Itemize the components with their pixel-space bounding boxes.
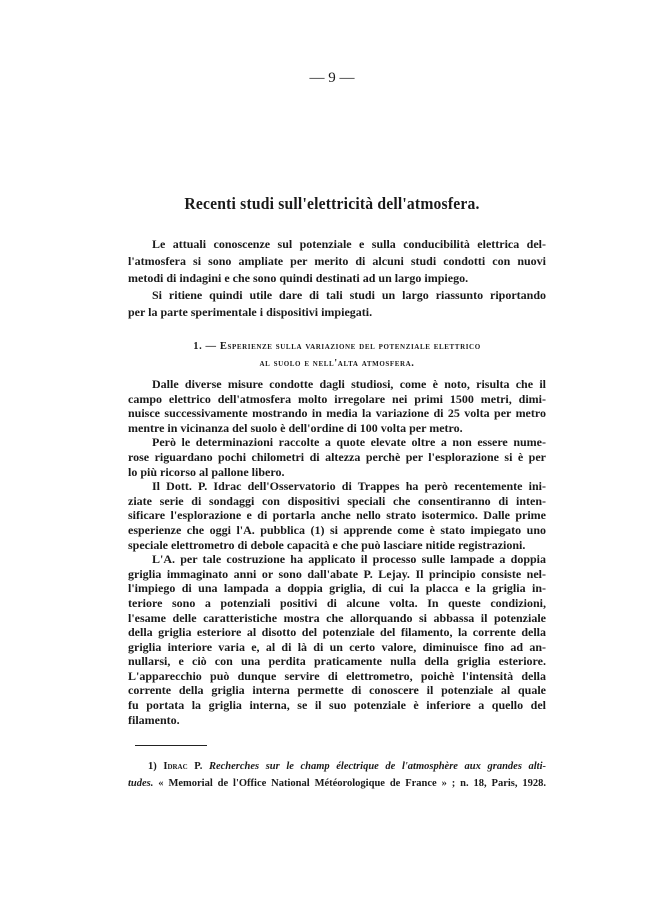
text-line: L'A. per tale costruzione ha applicato il processo sulle lampade a doppia [152, 552, 546, 567]
text-line: l'atmosfera si sono ampliate per merito di alcuni studi condotti con nuovi [128, 254, 546, 268]
text-line: griglia interiore varia e, al di là di un certo valore, diminuisce fino ad an- [128, 639, 546, 654]
section-heading-line: 1. — Esperienze sulla variazione del potenziale elettrico [193, 341, 481, 352]
text-line: esperienze che oggi l'A. pubblica (1) si apprende come è stato impiegato uno [128, 522, 546, 537]
text-line: sificare l'esplorazione e di portarla anche nello strato isotermico. Dalle prime [128, 508, 546, 523]
text-line: fu portata la griglia interna, se il suo potenziale è inferiore a quello del [128, 698, 546, 713]
text-line: l'esame delle caratteristiche mostra che allorquando si abbassa il potenziale [128, 610, 546, 625]
text-line: Le attuali conoscenze sul potenziale e sulla conducibilità elettrica del- [152, 237, 546, 251]
footnote-divider [135, 745, 207, 746]
text-line: nuisce successivamente mostrando in media la variazione di 25 volta per metro [128, 406, 546, 421]
text-line: rose riguardano pochi chilometri di altezza perchè per l'esplorazione si è per [128, 449, 546, 464]
text-line: per la parte sperimentale i dispositivi impiegati. [128, 305, 373, 319]
text-line: l'impiego di una lampada a doppia griglia, di cui la placca e la griglia in- [128, 581, 546, 596]
text-line: metodi di indagini e che sono quindi destinati ad un largo impiego. [128, 271, 469, 285]
text-line: ziate serie di sondaggi con dispositivi speciali che consentiranno di inten- [128, 493, 546, 508]
text-line: nullarsi, e ciò con una perdita praticamente nulla della griglia esteriore. [128, 654, 546, 669]
footnote-source: « Memorial de l'Office National Météorologique de France » ; n. 18, Paris, 1928. [158, 778, 547, 789]
footnote-author: Idrac P. [163, 761, 203, 772]
footnote [128, 758, 546, 792]
section-heading-line: al suolo e nell'alta atmosfera. [259, 358, 415, 369]
text-line: Dalle diverse misure condotte dagli studiosi, come è noto, risulta che il [152, 377, 546, 391]
text-line: griglia immaginato anni or sono dall'abate P. Lejay. Il principio consiste nel- [128, 566, 546, 581]
footnote-title: Recherches sur le champ électrique de l'atmosphère aux grandes alti- [208, 761, 547, 772]
text-line: L'apparecchio può dunque servire di elettrometro, poichè l'intensità della [128, 668, 546, 683]
body-paragraphs [128, 377, 546, 727]
text-line: Si ritiene quindi utile dare di tali studi un largo riassunto riportando [152, 288, 546, 302]
text-line: lo più ricorso al pallone libero. [128, 464, 285, 479]
article-title: Recenti studi sull'elettricità dell'atmosfera. [184, 194, 480, 213]
text-line: corrente della griglia interna permette di conoscere il potenziale al quale [128, 683, 546, 698]
section-heading [128, 338, 546, 372]
text-line: Il Dott. P. Idrac dell'Osservatorio di Trappes ha però recentemente ini- [152, 479, 546, 494]
intro-paragraphs [128, 236, 546, 321]
text-line: campo elettrico dell'atmosfera molto irregolare nei primi 1500 metri, dimi- [128, 391, 546, 406]
text-line: filamento. [128, 712, 180, 727]
footnote-title-cont: tudes. [128, 778, 154, 789]
page-number: — 9 — [309, 70, 355, 86]
text-line: speciale elettrometro di debole capacità e che può lasciare nitide registrazioni. [128, 537, 526, 552]
text-line: teriore sono a potenziali positivi di alcune volta. In queste condizioni, [128, 595, 546, 610]
text-line: mentre in vicinanza del suolo è dell'ordine di 100 volta per metro. [128, 420, 463, 435]
text-line: Però le determinazioni raccolte a quote elevate oltre a non essere nume- [152, 435, 546, 450]
text-line: della griglia esteriore al disotto del potenziale del filamento, la corrente della [128, 625, 546, 640]
footnote-marker: 1) [148, 761, 157, 772]
